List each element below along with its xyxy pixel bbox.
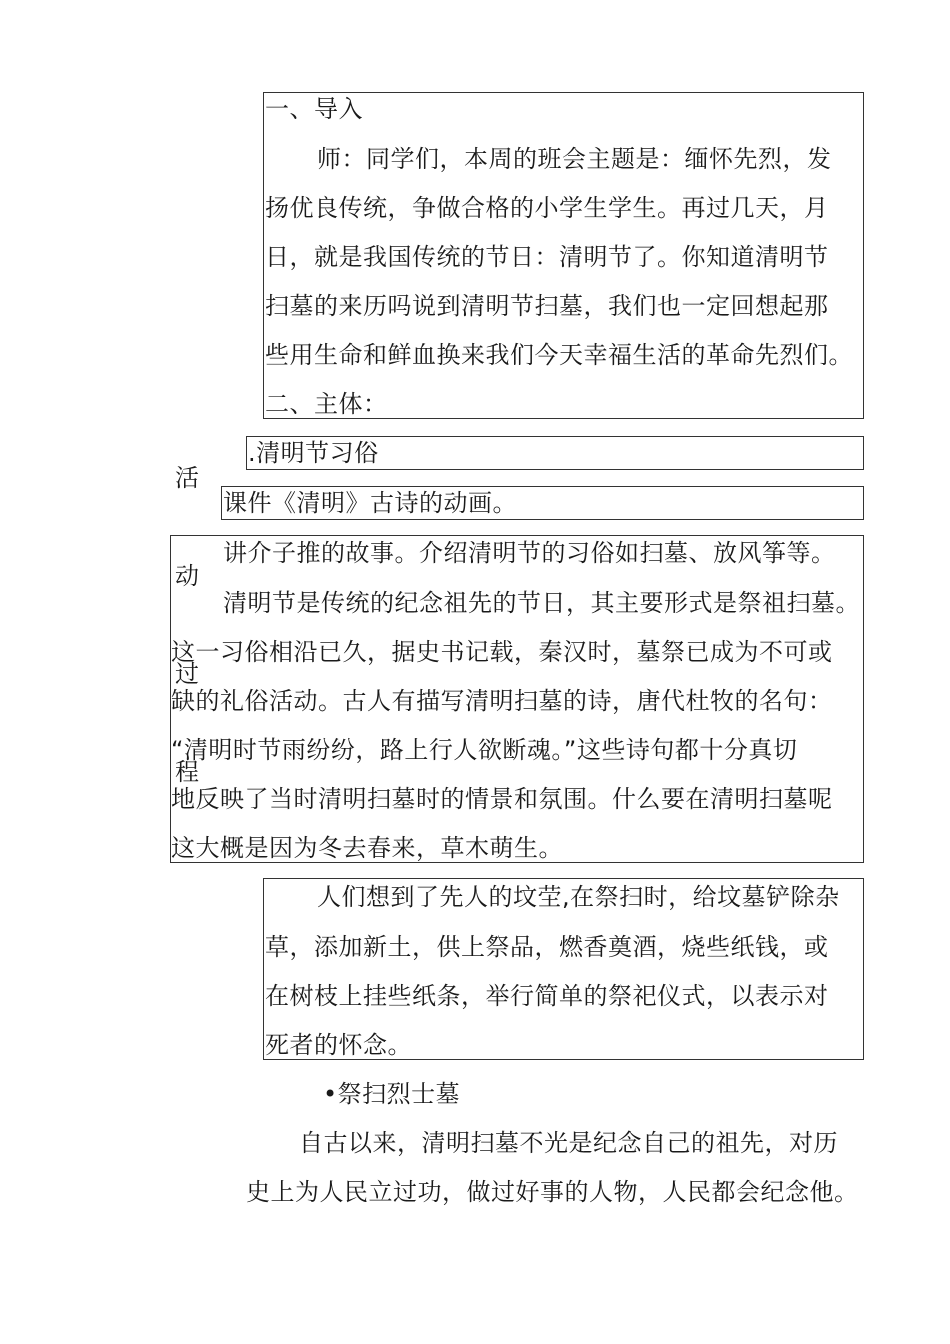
process-line: 清明节是传统的纪念祖先的节日，其主要形式是祭祖扫墓。 xyxy=(223,589,860,617)
intro-line: 些用生命和鲜血换来我们今天幸福生活的革命先烈们。 xyxy=(265,341,853,369)
process-line: 地反映了当时清明扫墓时的情景和氛围。什么要在清明扫墓呢 xyxy=(171,785,833,813)
process-line: 缺的礼俗活动。古人有描写清明扫墓的诗，唐代杜牧的名句： xyxy=(171,687,833,715)
customs-title: .清明节习俗 xyxy=(248,439,379,467)
intro-line: 日，就是我国传统的节日：清明节了。你知道清明节 xyxy=(265,243,829,271)
main-heading: 二、主体： xyxy=(265,390,388,418)
process-line: 这大概是因为冬去春来，草木萌生。 xyxy=(171,834,563,862)
tomb-line: 在树枝上挂些纸条，举行简单的祭祀仪式，以表示对 xyxy=(265,982,829,1010)
intro-line: 师：同学们，本周的班会主题是：缅怀先烈，发 xyxy=(317,145,832,173)
side-label: 程 xyxy=(175,758,199,786)
martyrs-heading: •祭扫烈士墓 xyxy=(323,1080,461,1108)
courseware-line: 课件《清明》古诗的动画。 xyxy=(223,489,517,517)
side-label: 过 xyxy=(175,660,199,688)
intro-line: 扫墓的来历吗说到清明节扫墓，我们也一定回想起那 xyxy=(265,292,829,320)
tomb-line: 草，添加新土，供上祭品，燃香奠酒，烧些纸钱，或 xyxy=(265,933,829,961)
intro-heading: 一、导入 xyxy=(265,95,363,123)
tomb-line: 人们想到了先人的坟茔,在祭扫时，给坟墓铲除杂 xyxy=(317,883,840,911)
process-line: 讲介子推的故事。介绍清明节的习俗如扫墓、放风筝等。 xyxy=(223,539,836,567)
side-label: 活 xyxy=(175,464,199,492)
tomb-line: 死者的怀念。 xyxy=(265,1031,412,1059)
process-line: “清明时节雨纷纷，路上行人欲断魂。”这些诗句都十分真切 xyxy=(171,736,798,764)
martyrs-line: 史上为人民立过功，做过好事的人物，人民都会纪念他。 xyxy=(246,1178,859,1206)
martyrs-line: 自古以来，清明扫墓不光是纪念自己的祖先，对历 xyxy=(299,1129,838,1157)
intro-line: 扬优良传统，争做合格的小学生学生。再过几天，月 xyxy=(265,194,829,222)
process-line: 这一习俗相沿已久，据史书记载，秦汉时，墓祭已成为不可或 xyxy=(171,638,833,666)
side-label: 动 xyxy=(175,562,199,590)
